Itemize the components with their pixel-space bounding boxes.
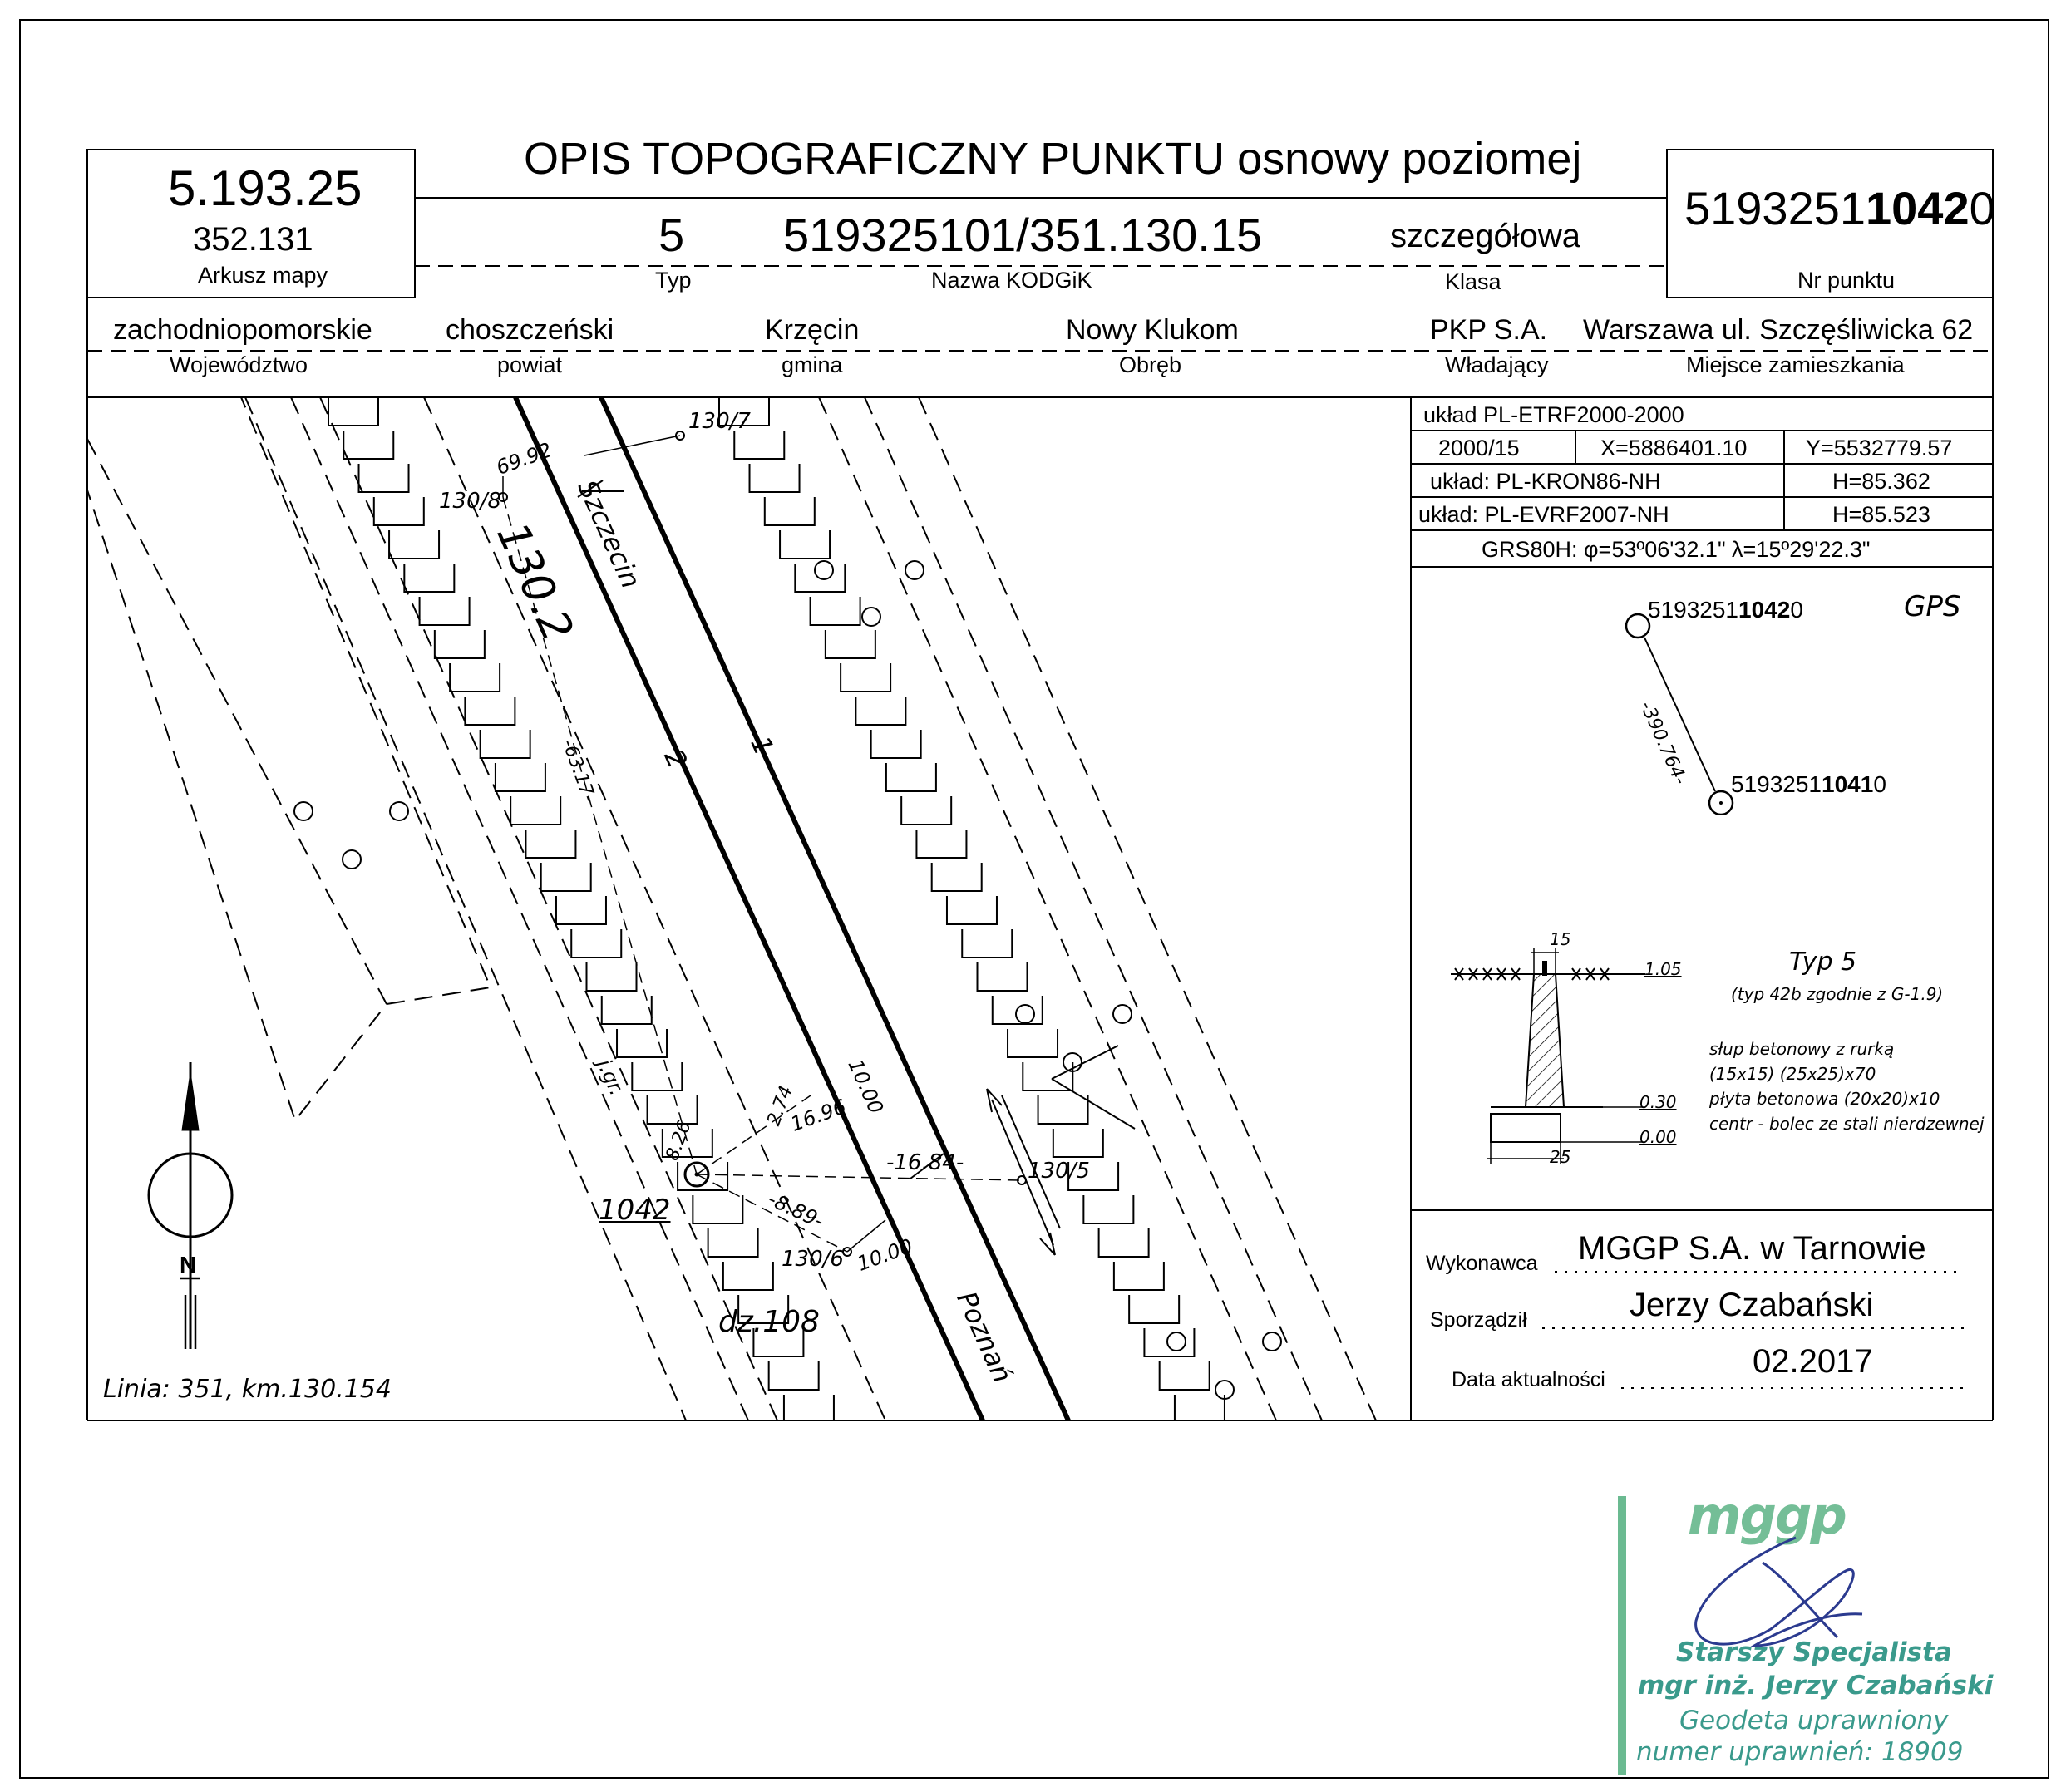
sleeper: [1144, 1328, 1194, 1356]
marker-desc-2: (15x15) (25x25)x70: [1709, 1064, 1876, 1084]
coord-system: układ PL-ETRF2000-2000: [1423, 402, 1684, 427]
sleeper: [343, 431, 393, 459]
marker-desc-1: słup betonowy z rurką: [1709, 1039, 1895, 1059]
sleeper: [769, 1361, 819, 1390]
sleeper: [947, 896, 997, 924]
commune-value: Krzęcin: [765, 314, 860, 346]
kodgik-label: Nazwa KODGiK: [931, 268, 1092, 293]
class-label: Klasa: [1445, 269, 1501, 294]
gps-point-1042: [1626, 614, 1649, 638]
map-dist-1000b: 10.00: [854, 1234, 916, 1276]
author-value: Jerzy Czabański: [1630, 1287, 1874, 1323]
sleeper: [1008, 1029, 1058, 1057]
owner-value: PKP S.A.: [1430, 314, 1548, 346]
gps-point-1042-label: [1648, 597, 1803, 623]
sleeper: [510, 796, 560, 825]
sleeper: [723, 1262, 773, 1290]
sheet-number: 5.193.25: [168, 160, 362, 216]
marker-desc-4: centr - bolec ze stali nierdzewnej: [1709, 1114, 1985, 1134]
stamp-line-2: mgr inż. Jerzy Czabański: [1638, 1671, 1994, 1701]
sleeper: [465, 697, 515, 725]
sleeper: [556, 896, 606, 924]
map-sketch: [87, 397, 1411, 1420]
sleeper: [435, 630, 485, 658]
map-point-130-6: 130/6: [782, 1247, 844, 1272]
sleeper: [784, 1395, 834, 1420]
evrf-height: H=85.523: [1832, 502, 1930, 527]
residence-value: Warszawa ul. Szczęśliwicka 62: [1583, 314, 1974, 346]
sleeper: [648, 1095, 698, 1124]
marker-desc-3: płyta betonowa (20x20)x10: [1709, 1089, 1940, 1109]
map-boundary-label: j.gr.: [592, 1056, 629, 1100]
gps-point1-prefix: 5193251: [1648, 597, 1739, 623]
point-number-suffix: 0: [1969, 182, 1995, 234]
map-parcel-label: dz.108: [718, 1305, 820, 1339]
marker-type-note: (typ 42b zgodnie z G-1.9): [1731, 984, 1944, 1004]
point-label: Nr punktu: [1797, 268, 1896, 293]
sleeper: [734, 431, 784, 459]
map-point-130-8: 130/8: [439, 489, 501, 514]
map-dist-1684: -16.84-: [886, 1150, 964, 1175]
sleeper: [826, 630, 875, 658]
map-km-label: 130.2: [486, 515, 583, 649]
type-label: Typ: [655, 268, 692, 293]
point-number: [1684, 181, 1995, 235]
gps-point1-suffix: 0: [1790, 597, 1803, 623]
sleeper: [780, 530, 830, 559]
sleeper: [1129, 1295, 1179, 1323]
map-dist-1000a: 10.00: [843, 1056, 888, 1118]
sleeper: [750, 464, 800, 492]
map-poznan-label: Poznań: [950, 1287, 1019, 1388]
sleeper: [1053, 1129, 1103, 1157]
stamp-line-3: Geodeta uprawniony: [1679, 1706, 1949, 1735]
sleeper: [901, 796, 951, 825]
contractor-value: MGGP S.A. w Tarnowie: [1578, 1230, 1926, 1267]
map-track-1: 1: [744, 731, 781, 761]
evrf-system: układ: PL-EVRF2007-NH: [1418, 502, 1669, 527]
kodgik-value: 519325101/351.130.15: [783, 209, 1263, 261]
marker-type: Typ 5: [1789, 948, 1857, 977]
gps-point2-suffix: 0: [1873, 771, 1886, 797]
map-north-label: N: [180, 1252, 197, 1278]
type-value: 5: [658, 209, 685, 261]
sleeper: [693, 1195, 742, 1223]
signature-stamp: [1613, 1488, 1994, 1779]
kron-system: układ: PL-KRON86-NH: [1430, 469, 1661, 494]
map-szczecin-label: Szczecin: [571, 475, 648, 593]
sleeper: [916, 830, 966, 858]
sleeper: [886, 763, 936, 791]
marker-top-width: 15: [1550, 929, 1571, 949]
marker-section: [1451, 923, 1650, 1172]
sleeper: [1083, 1195, 1133, 1223]
stamp-bar: [1618, 1496, 1626, 1775]
sleeper: [1114, 1262, 1164, 1290]
map-dist-6992: 69.92: [493, 438, 555, 480]
date-label: Data aktualności: [1452, 1368, 1605, 1391]
gps-point1-bold: 1042: [1738, 597, 1791, 623]
sleeper: [374, 497, 424, 525]
sleeper: [841, 663, 890, 692]
point-number-bold: 1042: [1866, 182, 1970, 234]
commune-label: gmina: [782, 352, 843, 377]
map-point-130-7: 130/7: [688, 409, 751, 434]
point-number-prefix: 5193251: [1684, 182, 1866, 234]
sleeper: [978, 962, 1028, 991]
precinct-label: Obręb: [1119, 352, 1182, 377]
sleeper: [587, 962, 637, 991]
map-track-2: 2: [658, 745, 694, 774]
sleeper: [1038, 1095, 1088, 1124]
kron-height: H=85.362: [1832, 469, 1930, 494]
voivodeship-value: zachodniopomorskie: [113, 314, 372, 346]
gps-point-1041-label: [1731, 771, 1886, 798]
sleeper: [1099, 1228, 1149, 1257]
sleeper: [871, 730, 921, 758]
residence-label: Miejsce zamieszkania: [1686, 352, 1905, 377]
svg-text:mggp: mggp: [1688, 1488, 1846, 1546]
voivodeship-label: Województwo: [170, 352, 308, 377]
class-value: szczegółowa: [1390, 218, 1581, 254]
sleeper: [571, 929, 621, 958]
author-label: Sporządził: [1430, 1308, 1527, 1332]
marker-depth-2: 0.30: [1639, 1092, 1677, 1112]
sleeper: [481, 730, 530, 758]
map-dist-274: 2.74: [763, 1083, 797, 1129]
sleeper: [1175, 1395, 1225, 1420]
gps-distance: -390.764-: [1635, 698, 1691, 788]
sleeper: [525, 830, 575, 858]
sleeper: [602, 996, 652, 1024]
contractor-label: Wykonawca: [1426, 1252, 1538, 1275]
precinct-value: Nowy Klukom: [1066, 314, 1239, 346]
sleeper: [420, 597, 470, 625]
coord-zone: 2000/15: [1438, 436, 1520, 460]
gps-point2-bold: 1041: [1822, 771, 1874, 797]
page-title: OPIS TOPOGRAFICZNY PUNKTU osnowy poziomej: [524, 134, 1582, 184]
map-line-label: Linia: 351, km.130.154: [103, 1375, 392, 1404]
gps-label: GPS: [1904, 590, 1961, 623]
sleeper: [450, 663, 500, 692]
sleeper: [496, 763, 545, 791]
sleeper: [359, 464, 409, 492]
sleeper: [632, 1062, 682, 1090]
sleeper: [404, 564, 454, 592]
map-point-130-5: 130/5: [1028, 1159, 1090, 1184]
gps-point2-prefix: 5193251: [1731, 771, 1822, 797]
map-dist-1696: 16.96: [787, 1095, 850, 1136]
sleeper: [765, 497, 815, 525]
sleeper: [328, 397, 378, 426]
marker-depth-3: 0.00: [1639, 1127, 1677, 1147]
map-dist-826: 8.26: [662, 1118, 696, 1164]
date-value: 02.2017: [1753, 1343, 1873, 1380]
map-dist-6317: -63.17-: [557, 736, 599, 805]
sleeper: [962, 929, 1012, 958]
map-point-label: 1042: [599, 1194, 671, 1227]
sleeper: [389, 530, 439, 559]
sleeper: [708, 1228, 758, 1257]
stamp-line-1: Starszy Specjalista: [1676, 1637, 1952, 1667]
map-dist-889: -8.89-: [764, 1187, 828, 1233]
coord-x: X=5886401.10: [1600, 436, 1748, 460]
sheet-sub: 352.131: [193, 221, 313, 258]
sleeper: [1160, 1361, 1210, 1390]
grs-coords: GRS80H: φ=53º06'32.1" λ=15º29'22.3": [1482, 537, 1871, 562]
county-value: choszczeński: [446, 314, 614, 346]
sleeper: [932, 863, 982, 891]
stamp-line-4: numer uprawnień: 18909: [1636, 1737, 1964, 1767]
owner-label: Władający: [1445, 352, 1549, 377]
sleeper: [811, 597, 860, 625]
county-label: powiat: [497, 352, 563, 377]
sleeper: [855, 697, 905, 725]
marker-bottom-width: 25: [1550, 1147, 1571, 1167]
coord-y: Y=5532779.57: [1806, 436, 1953, 460]
marker-depth-1: 1.05: [1644, 959, 1682, 979]
sleeper: [541, 863, 591, 891]
sheet-label: Arkusz mapy: [198, 263, 328, 288]
